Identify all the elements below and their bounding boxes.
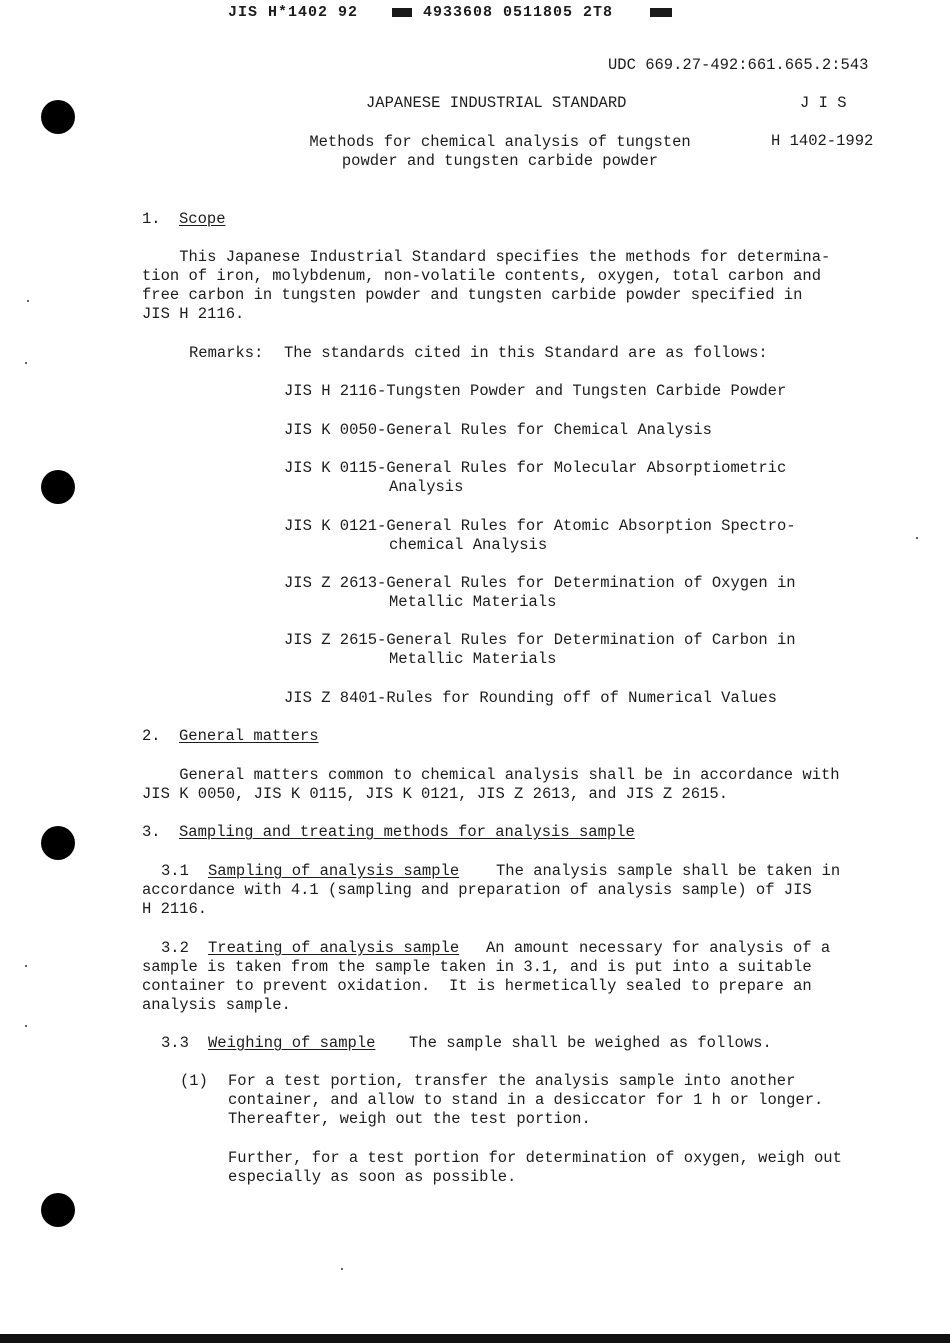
subsection-text: analysis sample. [142, 996, 291, 1014]
title-line-1: Methods for chemical analysis of tungsten [309, 133, 691, 151]
header-bar [650, 8, 672, 17]
scan-speck [25, 965, 27, 967]
section-number: 2. [142, 727, 161, 745]
list-item-text: Further, for a test portion for determination of oxygen, weigh out [228, 1149, 842, 1167]
scope-paragraph-line: free carbon in tungsten powder and tungsten carbide powder specified in [142, 286, 803, 304]
scope-paragraph-line: This Japanese Industrial Standard specifies the methods for determina- [142, 248, 831, 266]
scan-speck [25, 1025, 27, 1027]
title-line-2: powder and tungsten carbide powder [341, 152, 659, 170]
section-title-general: General matters [179, 727, 319, 745]
scope-paragraph-line: tion of iron, molybdenum, non-volatile contents, oxygen, total carbon and [142, 267, 822, 285]
subsection-text: The sample shall be weighed as follows. [409, 1034, 772, 1052]
scan-speck [25, 362, 27, 364]
cited-standard-cont: Analysis [389, 478, 464, 496]
header-code-b: 4933608 0511805 2T8 [423, 4, 614, 21]
section-title-sampling: Sampling and treating methods for analysis sample [179, 823, 635, 841]
subsection-text: An amount necessary for analysis of a [486, 939, 831, 957]
standard-number: H 1402-1992 [771, 132, 874, 150]
cited-standard-cont: chemical Analysis [389, 536, 548, 554]
jis-mark: J I S [800, 94, 847, 112]
subsection-text: The analysis sample shall be taken in [496, 862, 841, 880]
list-item-text: Thereafter, weigh out the test portion. [228, 1110, 591, 1128]
cited-standard: JIS K 0050-General Rules for Chemical Analysis [284, 421, 712, 439]
scan-edge [0, 1334, 950, 1343]
punch-hole [41, 100, 75, 134]
subsection-text: accordance with 4.1 (sampling and preparation of analysis sample) of JIS [142, 881, 812, 899]
cited-standard-cont: Metallic Materials [389, 650, 557, 668]
header-bar [392, 8, 412, 17]
subsection-text: container to prevent oxidation. It is hermetically sealed to prepare an [142, 977, 812, 995]
list-item-number: (1) [180, 1072, 208, 1090]
general-paragraph-line: General matters common to chemical analysis shall be in accordance with [142, 766, 840, 784]
remarks-label: Remarks: [189, 344, 264, 362]
punch-hole [41, 826, 75, 860]
header-code-a: JIS H*1402 92 [228, 4, 359, 21]
subsection-text: H 2116. [142, 900, 208, 918]
punch-hole [41, 1193, 75, 1227]
subsection-number: 3.3 [161, 1034, 189, 1052]
cited-standard: JIS H 2116-Tungsten Powder and Tungsten Carbide Powder [284, 382, 787, 400]
scan-speck [341, 1268, 343, 1270]
list-item-text: For a test portion, transfer the analysis sample into another [228, 1072, 796, 1090]
standard-label: JAPANESE INDUSTRIAL STANDARD [366, 94, 627, 112]
udc-number: UDC 669.27-492:661.665.2:543 [608, 56, 869, 74]
subsection-title: Treating of analysis sample [208, 939, 460, 957]
subsection-number: 3.2 [161, 939, 189, 957]
remarks-text: The standards cited in this Standard are as follows: [284, 344, 768, 362]
list-item-text: container, and allow to stand in a desiccator for 1 h or longer. [228, 1091, 824, 1109]
cited-standard: JIS K 0121-General Rules for Atomic Absorption Spectro- [284, 517, 796, 535]
list-item-text: especially as soon as possible. [228, 1168, 517, 1186]
subsection-title: Weighing of sample [208, 1034, 376, 1052]
scope-paragraph-line: JIS H 2116. [142, 305, 245, 323]
cited-standard: JIS Z 8401-Rules for Rounding off of Numerical Values [284, 689, 777, 707]
section-number: 1. [142, 210, 161, 228]
subsection-title: Sampling of analysis sample [208, 862, 460, 880]
punch-hole [41, 470, 75, 504]
general-paragraph-line: JIS K 0050, JIS K 0115, JIS K 0121, JIS Z 2613, and JIS Z 2615. [142, 785, 728, 803]
cited-standard: JIS Z 2613-General Rules for Determination of Oxygen in [284, 574, 796, 592]
section-number: 3. [142, 823, 161, 841]
cited-standard: JIS K 0115-General Rules for Molecular Absorptiometric [284, 459, 787, 477]
subsection-text: sample is taken from the sample taken in 3.1, and is put into a suitable [142, 958, 812, 976]
subsection-number: 3.1 [161, 862, 189, 880]
cited-standard-cont: Metallic Materials [389, 593, 557, 611]
section-title-scope: Scope [179, 210, 226, 228]
scan-speck [916, 537, 918, 539]
scan-speck [27, 300, 29, 302]
cited-standard: JIS Z 2615-General Rules for Determination of Carbon in [284, 631, 796, 649]
